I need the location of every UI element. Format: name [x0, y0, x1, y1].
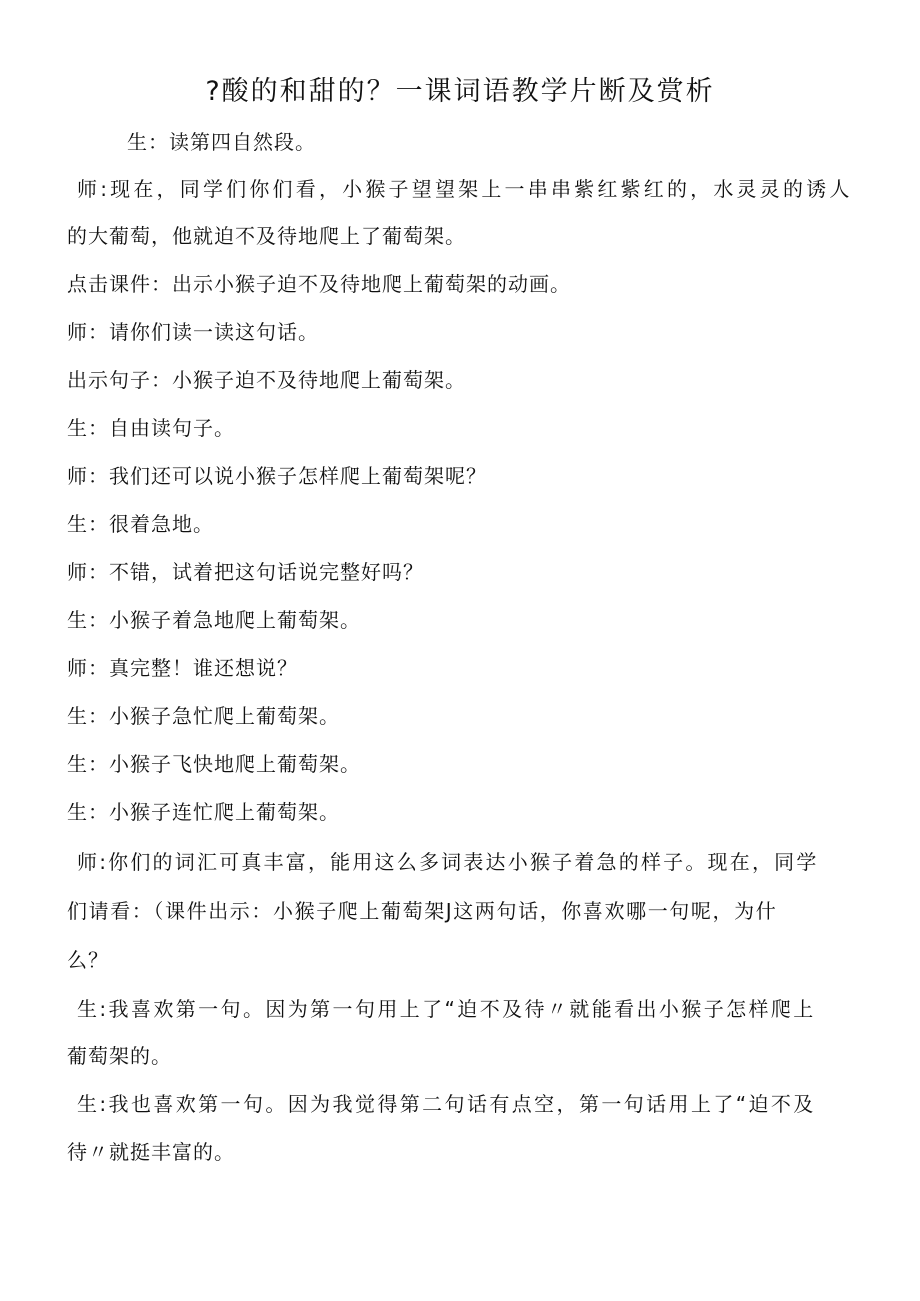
paragraph-line: 生：自由读句子。 — [67, 416, 235, 440]
paragraph-line: 师：真完整！谁还想说？ — [67, 656, 298, 680]
paragraph-line: 师:你们的词汇可真丰富，能用这么多词表达小猴子着急的样子。现在，同学 — [77, 850, 819, 874]
paragraph-line: 师：我们还可以说小猴子怎样爬上葡萄架呢？ — [67, 464, 487, 488]
paragraph-line: 生：很着急地。 — [67, 512, 214, 536]
paragraph-line: 么？ — [67, 948, 109, 972]
paragraph-line: 生：小猴子连忙爬上葡萄架。 — [67, 800, 340, 824]
paragraph-line: 出示句子：小猴子迫不及待地爬上葡萄架。 — [67, 368, 466, 392]
paragraph-line: 师:现在，同学们你们看，小猴子望望架上一串串紫红紫红的，水灵灵的诱人 — [77, 177, 853, 201]
paragraph-line: 点击课件：出示小猴子迫不及待地爬上葡萄架的动画。 — [67, 272, 571, 296]
paragraph-line: 们请看：（课件出示：小猴子爬上葡萄架J这两句话，你喜欢哪一句呢，为什 — [67, 899, 778, 923]
paragraph-line: 生：小猴子飞快地爬上葡萄架。 — [67, 752, 361, 776]
paragraph-line: 师：不错，试着把这句话说完整好吗？ — [67, 560, 424, 584]
paragraph-line: 生:我也喜欢第一句。因为我觉得第二句话有点空，第一句话用上了“迫不及 — [77, 1092, 816, 1116]
paragraph-line: 生:我喜欢第一句。因为第一句用上了“迫不及待〃就能看出小猴子怎样爬上 — [77, 997, 816, 1021]
paragraph-line: 待〃就挺丰富的。 — [67, 1140, 235, 1164]
paragraph-line: 生：小猴子着急地爬上葡萄架。 — [67, 608, 361, 632]
paragraph-line: 师：请你们读一读这句话。 — [67, 320, 319, 344]
document-title: ?酸的和甜的？一课词语教学片断及赏析 — [205, 76, 715, 107]
paragraph-line: 生：读第四自然段。 — [127, 130, 316, 154]
paragraph-line: 的大葡萄，他就迫不及待地爬上了葡萄架。 — [67, 224, 466, 248]
paragraph-line: 生：小猴子急忙爬上葡萄架。 — [67, 704, 340, 728]
paragraph-line: 葡萄架的。 — [67, 1044, 172, 1068]
